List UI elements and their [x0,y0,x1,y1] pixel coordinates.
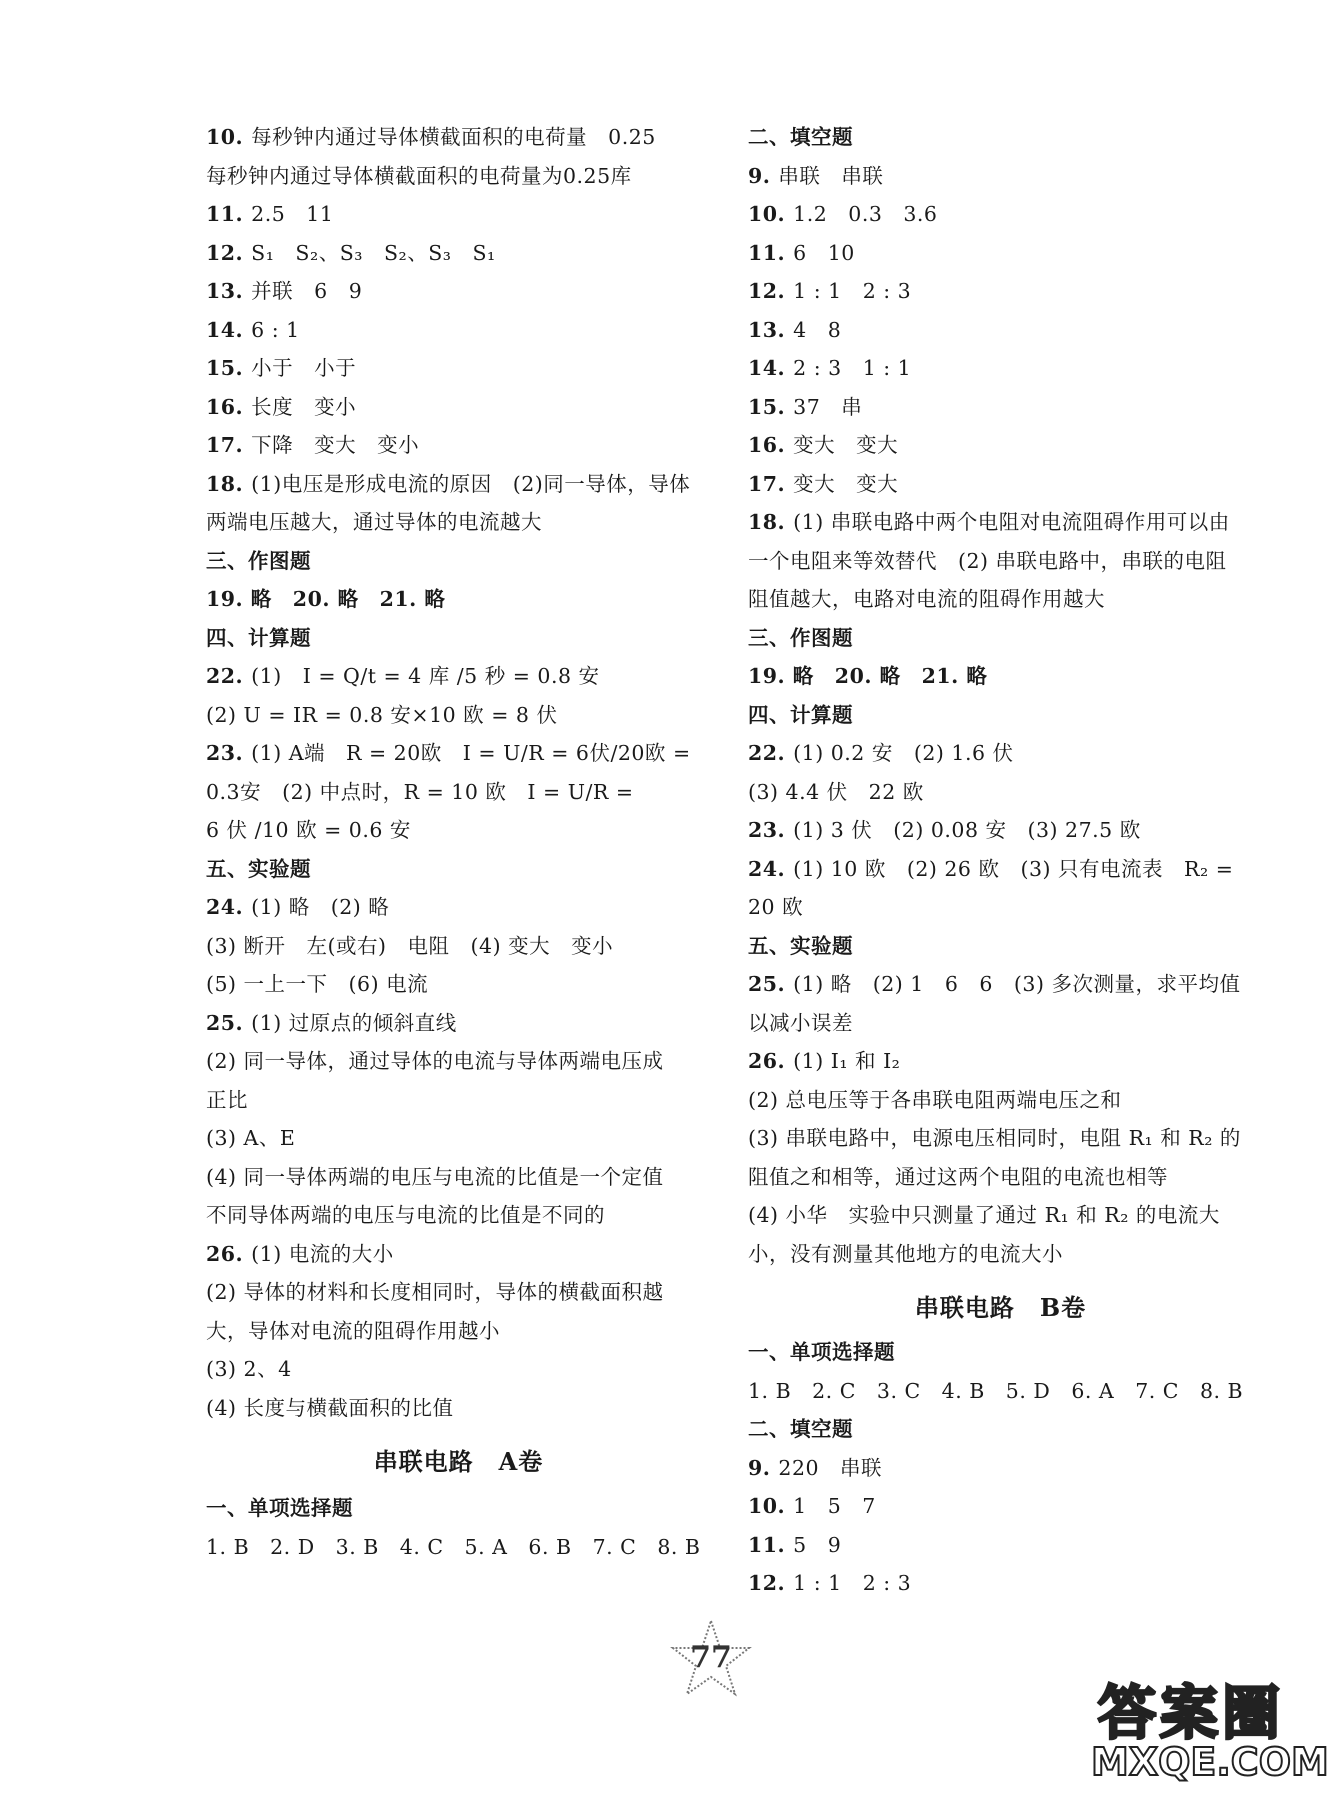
answer-line [206,1235,711,1274]
answer-line [206,1389,711,1428]
right-column [748,118,1253,1603]
question-number: 9. [748,163,771,188]
answer-line [206,349,711,388]
answer-line [748,195,1253,234]
answer-text: (1) 电流的大小 [251,1241,394,1266]
answer-text: 20 欧 [748,895,804,919]
page-number: 77 [690,1640,732,1675]
answer-line [206,927,711,966]
question-number: 11. [748,240,786,265]
answer-line [206,657,711,696]
answer-text: 下降 变大 变小 [251,433,420,457]
answer-line [206,1004,711,1043]
answer-text: 每秒钟内通过导体横截面积的电荷量 0.25 [251,125,656,149]
answer-text: 37 串 [793,394,863,419]
answer-line [206,311,711,350]
watermark-bottom: MXQE.COM [1091,1740,1329,1784]
answer-text: 变大 变大 [793,433,899,457]
answer-text: 小于 小于 [251,356,357,380]
answer-line [748,388,1253,427]
answer-text: (3) 4.4 伏 22 欧 [748,779,924,804]
question-number: 14. [206,317,244,342]
question-number: 10. [748,202,786,226]
question-number: 13. [206,279,244,303]
answer-text: (1) I₁ 和 I₂ [793,1049,901,1073]
section-title: 一、单项选择题 [748,1340,895,1364]
question-number: 23. [748,818,786,842]
answer-line [206,195,711,234]
answer-line [748,1564,1253,1603]
answer-text: 阻值越大，电路对电流的阻碍作用越大 [748,587,1105,611]
question-number: 24. [206,895,244,919]
answer-line [748,773,1253,812]
answer-text: (4) 小华 实验中只测量了通过 R₁ 和 R₂ 的电流大 [748,1203,1220,1227]
question-number: 26. [206,1241,244,1266]
section-title: 二、填空题 [748,1417,853,1441]
answer-text: 长度 变小 [251,394,357,419]
answer-line [748,1526,1253,1565]
answer-text: (1) 略 (2) 略 [251,895,390,919]
answer-text: (1) 略 (2) 1 6 6 (3) 多次测量，求平均值 [793,972,1241,996]
answer-line [748,850,1253,889]
watermark-logo [1091,1666,1329,1796]
section-title: 三、作图题 [206,548,311,573]
answer-line [206,1042,711,1081]
answer-line [748,1158,1253,1197]
answer-text: 1. B 2. C 3. C 4. B 5. D 6. A 7. C 8. B [748,1378,1244,1403]
answer-text: (4) 同一导体两端的电压与电流的比值是一个定值 [206,1164,664,1189]
question-number: 12. [206,240,244,265]
answer-text: 5 9 [793,1532,842,1557]
answer-text: (1) 过原点的倾斜直线 [251,1010,457,1035]
answer-text: 小，没有测量其他地方的电流大小 [748,1241,1063,1266]
answer-text: 6 伏 /10 欧 = 0.6 安 [206,818,411,842]
section-title: 五、实验题 [206,856,311,881]
answer-text: (2) U = IR = 0.8 安×10 欧 = 8 伏 [206,702,558,727]
answer-text: (1) I = Q/t = 4 库 /5 秒 = 0.8 安 [251,664,600,688]
answer-text: 正比 [206,1087,248,1112]
answer-text: 不同导体两端的电压与电流的比值是不同的 [206,1203,605,1227]
left-column [206,118,711,1566]
answer-text: (1) 3 伏 (2) 0.08 安 (3) 27.5 欧 [793,818,1141,842]
answer-text: (1)电压是形成电流的原因 (2)同一导体，导体 [251,471,691,496]
answer-text: (1) 0.2 安 (2) 1.6 伏 [793,741,1014,765]
question-number: 11. [206,202,244,226]
answer-line [748,888,1253,927]
answer-line [748,1119,1253,1158]
answer-line [748,272,1253,311]
answer-text: (3) 2、4 [206,1357,292,1381]
question-number: 15. [748,394,786,419]
section-heading: 串联电路 B卷 [914,1293,1087,1322]
answer-line [206,1350,711,1389]
question-number: 10. [748,1494,786,1518]
answer-text: (2) 总电压等于各串联电阻两端电压之和 [748,1087,1122,1112]
answer-line [206,773,711,812]
answer-line [748,1372,1253,1411]
answer-text: 1.2 0.3 3.6 [793,202,938,226]
answer-line [748,1487,1253,1526]
section-title: 二、填空题 [748,125,853,149]
question-number: 10. [206,125,244,149]
answer-text: 2.5 11 [251,202,334,226]
answer-text: 2 : 3 1 : 1 [793,356,912,380]
answer-text: 阻值之和相等，通过这两个电阻的电流也相等 [748,1164,1168,1189]
question-number: 13. [748,317,786,342]
answer-line [206,272,711,311]
answer-line [206,1273,711,1312]
answer-text: (3) 断开 左(或右) 电阻 (4) 变大 变小 [206,933,614,958]
question-number: 17. [206,433,244,457]
answer-line [748,1081,1253,1120]
answer-line [748,157,1253,196]
answer-text: (3) 串联电路中，电源电压相同时，电阻 R₁ 和 R₂ 的 [748,1126,1241,1150]
question-number: 16. [206,394,244,419]
question-number: 18. [206,471,244,496]
answer-line [206,118,711,157]
answer-text: 并联 6 9 [251,279,363,303]
answer-line [748,234,1253,273]
answer-text: 1 : 1 2 : 3 [793,1571,912,1595]
question-number: 22. [748,741,786,765]
answer-line [206,1158,711,1197]
answer-line [748,1042,1253,1081]
answer-line [206,1312,711,1351]
answer-text: 1. B 2. D 3. B 4. C 5. A 6. B 7. C 8. B [206,1534,701,1559]
answer-text: (2) 导体的材料和长度相同时，导体的横截面积越 [206,1280,664,1304]
answer-line [206,503,711,542]
answer-line [206,811,711,850]
answer-text: 220 串联 [778,1455,883,1480]
answer-text: 6 10 [793,240,855,265]
answer-text: 每秒钟内通过导体横截面积的电荷量为0.25库 [206,163,632,188]
question-number: 12. [748,279,786,303]
answer-line [206,1528,711,1567]
question-number: 15. [206,356,244,380]
question-number: 23. [206,741,244,765]
answer-line [206,388,711,427]
question-number: 16. [748,433,786,457]
answer-text: S₁ S₂、S₃ S₂、S₃ S₁ [251,240,496,265]
answer-line [206,234,711,273]
answer-text: (5) 一上一下 (6) 电流 [206,972,429,996]
question-number: 17. [748,471,786,496]
answer-text: 一个电阻来等效替代 (2) 串联电路中，串联的电阻 [748,548,1227,573]
question-number: 14. [748,356,786,380]
question-number: 25. [206,1010,244,1035]
section-title: 五、实验题 [748,933,853,958]
page-number-badge [670,1618,752,1700]
answer-line [748,580,1253,619]
answer-text: 串联 串联 [778,163,884,188]
question-number: 22. [206,664,244,688]
answer-line [748,811,1253,850]
section-title: 三、作图题 [748,625,853,650]
section-heading: 串联电路 A卷 [373,1447,544,1476]
question-number: 9. [748,1455,771,1480]
answer-text: 6 : 1 [251,317,300,342]
answer-line [206,888,711,927]
question-number: 12. [748,1571,786,1595]
answer-text: (2) 同一导体，通过导体的电流与导体两端电压成 [206,1049,664,1073]
answer-line [206,1196,711,1235]
question-number: 26. [748,1049,786,1073]
answer-text: 变大 变大 [793,471,899,496]
answer-text: (1) 串联电路中两个电阻对电流阻碍作用可以由 [793,510,1230,534]
answer-line [206,1081,711,1120]
answer-line [206,965,711,1004]
answer-line [748,311,1253,350]
answer-line [748,657,1253,696]
answer-text: 大，导体对电流的阻碍作用越小 [206,1318,500,1343]
answer-line [748,465,1253,504]
section-title: 一、单项选择题 [206,1496,353,1520]
answer-line [206,157,711,196]
answer-line [206,580,711,619]
answer-text: 两端电压越大，通过导体的电流越大 [206,510,542,534]
answer-line [748,1196,1253,1235]
answer-line [748,503,1253,542]
watermark-top: 答案圈 [1097,1679,1284,1747]
answer-line [206,465,711,504]
question-number: 25. [748,972,786,996]
answer-text: 4 8 [793,317,842,342]
section-title: 四、计算题 [748,702,853,727]
section-title: 四、计算题 [206,625,311,650]
answer-line [748,542,1253,581]
answer-text: (4) 长度与横截面积的比值 [206,1395,454,1420]
answer-line [206,734,711,773]
answer-line [748,426,1253,465]
question-number: 11. [748,1532,786,1557]
answer-text: (1) A端 R = 20欧 I = U/R = 6伏/20欧 = [251,741,691,765]
answer-text: 1 5 7 [793,1494,876,1518]
answer-line [748,1235,1253,1274]
answer-line [748,965,1253,1004]
answer-text: 0.3安 (2) 中点时，R = 10 欧 I = U/R = [206,779,634,804]
question-number: 24. [748,856,786,881]
answer-text: 19. 略 20. 略 21. 略 [748,664,988,688]
question-number: 18. [748,510,786,534]
answer-text: 1 : 1 2 : 3 [793,279,912,303]
answer-line [206,696,711,735]
answer-line [748,734,1253,773]
answer-line [748,1004,1253,1043]
answer-line [748,349,1253,388]
answer-text: (3) A、E [206,1126,296,1150]
answer-line [206,426,711,465]
answer-line [748,1449,1253,1488]
answer-text: (1) 10 欧 (2) 26 欧 (3) 只有电流表 R₂ = [793,856,1234,881]
answer-line [206,1119,711,1158]
answer-text: 19. 略 20. 略 21. 略 [206,587,446,611]
answer-text: 以减小误差 [748,1010,853,1035]
